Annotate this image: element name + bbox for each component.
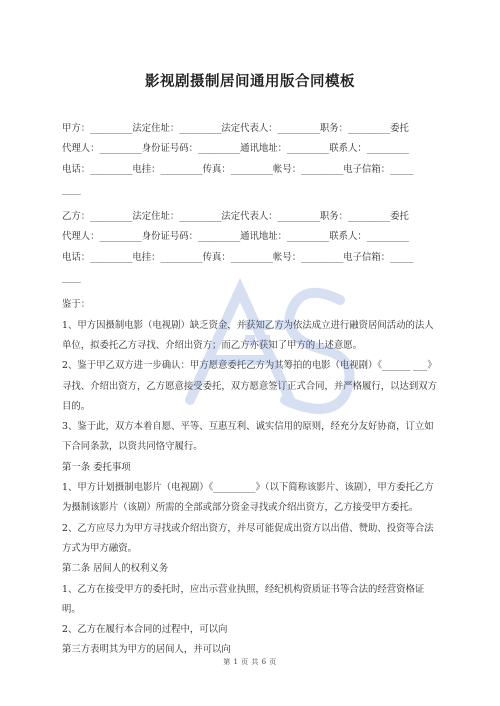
party-a-line-3: 电话：_________电挂：_________传真：_________帐号：_________电子信箱：_____ bbox=[62, 163, 414, 175]
party-b-line-3: 电话：_________电挂：_________传真：_________帐号：_________电子信箱：_____ bbox=[62, 251, 414, 263]
party-b-line-4: ____ bbox=[62, 272, 81, 284]
paragraph: 2、乙方在履行本合同的过程中，可以向 bbox=[62, 624, 228, 636]
paragraph: 1、乙方在接受甲方的委托时，应出示营业执照，经纪机构资质证书等合法的经营资格证明。 bbox=[62, 583, 425, 615]
document-title: 影视剧摄制居间通用版合同模板 bbox=[145, 74, 355, 90]
party-b-line-2: 代理人：_________身份证号码：_________通讯地址：_________联系人：_________ bbox=[62, 231, 409, 243]
page-number: 第 1 页 共 6 页 bbox=[223, 658, 277, 666]
paragraph: 第三方表明其为甲方的居间人，并可以向 bbox=[62, 644, 231, 656]
party-b-line-1: 乙方：_________法定住址：_________法定代表人：_________职务：_________委托 bbox=[62, 211, 409, 223]
party-a-line-4: ____ bbox=[62, 183, 81, 195]
party-a-line-1: 甲方：_________法定住址：_________法定代表人：_________职务：_________委托 bbox=[62, 123, 409, 134]
document-body bbox=[62, 119, 440, 661]
whereas-heading: 鉴于： bbox=[62, 299, 91, 311]
article-1-heading: 第一条 委托事项 bbox=[62, 461, 131, 473]
paragraph: 1、甲方计划摄制电影片（电视剧）《_________》（以下简称该影片、该剧），甲方委托乙方为摄制该影片（该剧）所需的全部或部分资金寻找或介绍出资方，乙方接受甲方委托。 bbox=[62, 482, 434, 514]
article-2-heading: 第二条 居间人的权利义务 bbox=[62, 563, 169, 575]
paragraph: 2、鉴于甲乙双方进一步确认：甲方愿意委托乙方为其筹拍的电影（电视剧）《______ ___》寻找、介绍出资方，乙方愿意接受委托，双方愿意签订正式合同，并严格履行，以达到双方目的。 bbox=[62, 360, 438, 412]
paragraph: 3、鉴于此，双方本着自愿、平等、互惠互利、诚实信用的原则，经充分友好协商，订立如下合同条款，以资共同恪守履行。 bbox=[62, 421, 434, 453]
party-a-line-2: 代理人：_________身份证号码：_________通讯地址：_________联系人：_________ bbox=[62, 143, 409, 155]
paragraph: 1、甲方因摄制电影（电视剧）缺乏资金，并获知乙方为依法成立进行融资居间活动的法人单位，拟委托乙方寻找、介绍出资方；而乙方亦获知了甲方的上述意愿。 bbox=[62, 319, 434, 351]
paragraph: 2、乙方应尽力为甲方寻找或介绍出资方，并尽可能促成出资方以出借、赞助、投资等合法方式为甲方融资。 bbox=[62, 522, 434, 554]
